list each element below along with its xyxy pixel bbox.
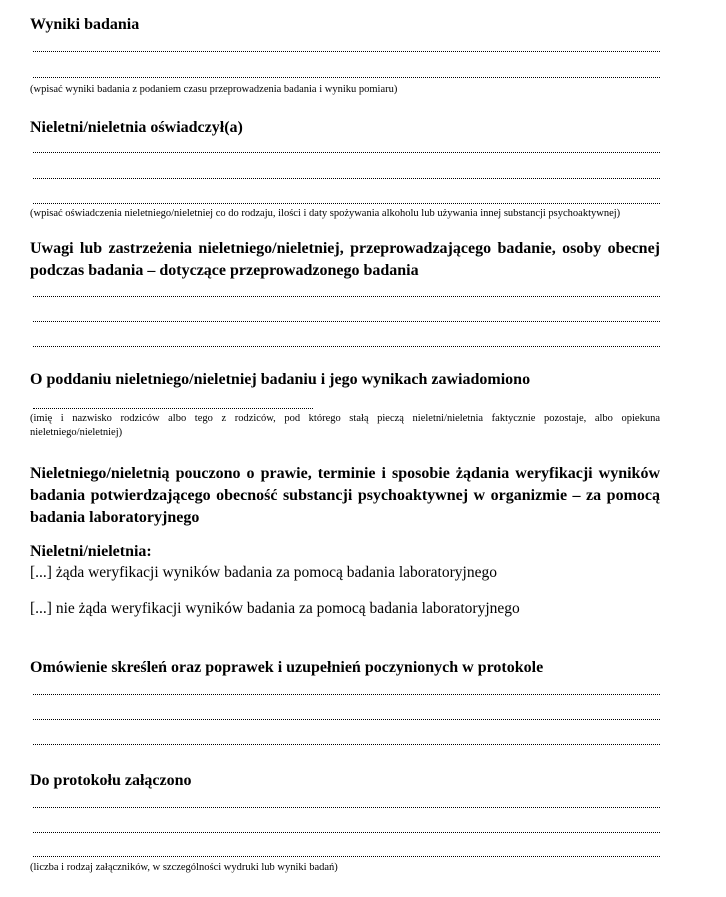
option-no-request-verification[interactable]: [...] nie żąda weryfikacji wyników badania za pomocą badania laboratoryjnego xyxy=(30,600,520,617)
remarks-line-1[interactable] xyxy=(33,296,660,297)
results-line-1[interactable] xyxy=(33,51,660,52)
option-request-verification[interactable]: [...] żąda weryfikacji wyników badania za pomocą badania laboratoryjnego xyxy=(30,564,497,581)
corrections-line-2[interactable] xyxy=(33,719,660,720)
attachments-line-1[interactable] xyxy=(33,807,660,808)
corrections-line-3[interactable] xyxy=(33,744,660,745)
notification-line[interactable] xyxy=(33,408,313,409)
results-heading: Wyniki badania xyxy=(30,16,140,33)
results-line-2[interactable] xyxy=(33,77,660,78)
statement-line-3[interactable] xyxy=(33,203,660,204)
statement-heading: Nieletni/nieletnia oświadczył(a) xyxy=(30,119,243,136)
attachments-line-3[interactable] xyxy=(33,856,660,857)
results-caption: (wpisać wyniki badania z podaniem czasu przeprowadzenia badania i wyniku pomiaru) xyxy=(30,84,398,95)
remarks-line-2[interactable] xyxy=(33,321,660,322)
remarks-heading: Uwagi lub zastrzeżenia nieletniego/nieletniej, przeprowadzającego badanie, osoby obecnej podczas badania – dotyczące przeprowadzonego badania xyxy=(30,240,660,279)
instruction-heading: Nieletniego/nieletnią pouczono o prawie, terminie i sposobie żądania weryfikacji wyników badania potwierdzającego obecność substancji psychoaktywnej w organizmie – za pomocą badania laboratoryjnego xyxy=(30,465,660,526)
attachments-heading: Do protokołu załączono xyxy=(30,772,192,789)
corrections-heading: Omówienie skreśleń oraz poprawek i uzupełnień poczynionych w protokole xyxy=(30,659,544,676)
notification-caption: (imię i nazwisko rodziców albo tego z rodziców, pod którego stałą pieczą nieletni/nieletnia faktycznie pozostaje, albo opiekuna nieletniego/nieletniej) xyxy=(30,413,660,438)
decision-heading: Nieletni/nieletnia: xyxy=(30,543,152,560)
notification-heading: O poddaniu nieletniego/nieletniej badaniu i jego wynikach zawiadomiono xyxy=(30,371,531,388)
attachments-line-2[interactable] xyxy=(33,832,660,833)
statement-line-2[interactable] xyxy=(33,178,660,179)
remarks-line-3[interactable] xyxy=(33,346,660,347)
corrections-line-1[interactable] xyxy=(33,694,660,695)
statement-caption: (wpisać oświadczenia nieletniego/nieletniej co do rodzaju, ilości i daty spożywania alkoholu lub używania innej substancji psychoaktywnej) xyxy=(30,208,621,219)
attachments-caption: (liczba i rodzaj załączników, w szczególności wydruki lub wyniki badań) xyxy=(30,862,338,873)
statement-line-1[interactable] xyxy=(33,152,660,153)
